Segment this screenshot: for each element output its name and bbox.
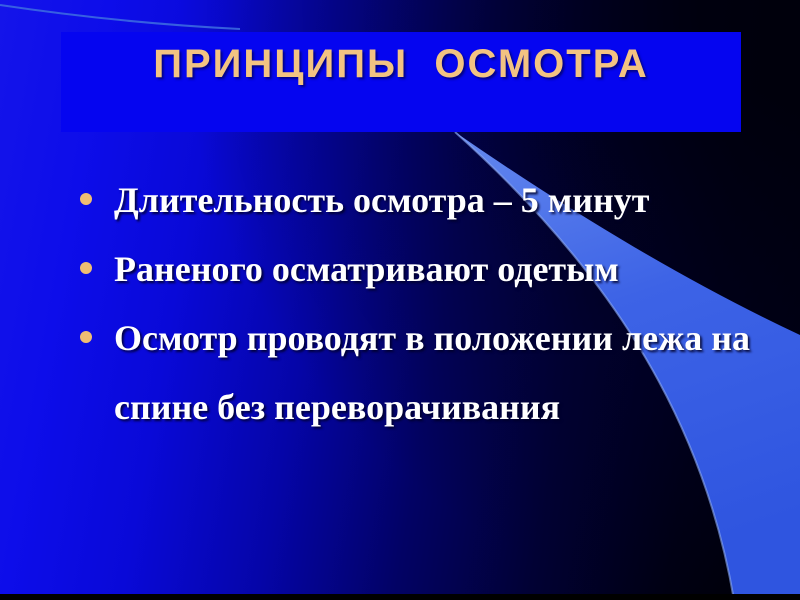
bullet-dot-icon [80,262,92,274]
arc-line-icon [0,5,240,29]
bullet-item [78,304,758,442]
bullet-dot-icon [80,193,92,205]
title-banner [61,32,741,132]
bullet-text: Раненого осматривают одетым [114,249,619,289]
bottom-border [0,594,800,600]
bullet-text: Осмотр проводят в положении лежа на спине без переворачивания [114,318,750,427]
bullet-item [78,166,758,235]
bullet-list [78,166,758,442]
bullet-text: Длительность осмотра – 5 минут [114,180,650,220]
bullet-item [78,235,758,304]
slide-title: ПРИНЦИПЫ ОСМОТРА [153,42,649,86]
bullet-dot-icon [80,331,92,343]
